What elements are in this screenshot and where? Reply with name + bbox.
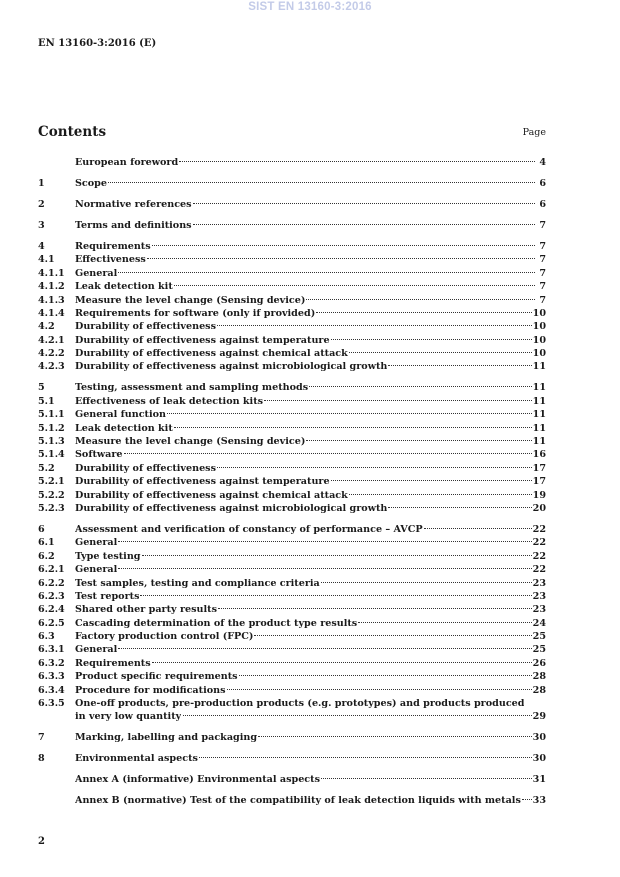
toc-entry[interactable] [38, 773, 546, 786]
dot-leader [118, 648, 531, 649]
toc-entry-page: 28 [532, 671, 546, 683]
toc-entry[interactable] [38, 381, 546, 394]
toc-entry-title: Durability of effectiveness against microbiological growth [75, 361, 388, 373]
toc-entry-page: 28 [532, 684, 546, 696]
toc-entry-title: Procedure for modifications [75, 684, 226, 696]
dot-leader [217, 325, 532, 326]
toc-entry[interactable] [38, 630, 546, 643]
toc-entry-page: 10 [532, 321, 546, 333]
toc-entry-page: 7 [539, 267, 546, 279]
dot-leader [152, 245, 535, 246]
toc-entry[interactable] [38, 435, 546, 448]
toc-entry[interactable] [38, 617, 546, 630]
toc-entry-page: 11 [532, 361, 546, 373]
toc-entry[interactable] [38, 536, 546, 549]
toc-entry[interactable] [38, 697, 546, 710]
toc-entry-title: Scope [75, 177, 107, 189]
dot-leader [174, 427, 532, 428]
toc-entry[interactable] [38, 752, 546, 765]
toc-entry[interactable] [38, 395, 546, 408]
toc-entry-number: 5.1.2 [38, 422, 65, 434]
toc-entry[interactable] [38, 590, 546, 603]
toc-entry-page: 23 [532, 590, 546, 602]
dot-leader [358, 622, 531, 623]
dot-leader [183, 715, 531, 716]
dot-leader [522, 799, 532, 800]
toc-entry-page: 11 [532, 395, 546, 407]
dot-leader [218, 608, 532, 609]
toc-entry-title: Shared other party results [75, 604, 217, 616]
toc-entry-title: Durability of effectiveness against temperature [75, 476, 330, 488]
toc-entry-page: 22 [532, 523, 546, 535]
toc-entry-page: 7 [539, 294, 546, 306]
toc-entry-title: Durability of effectiveness against temperature [75, 334, 330, 346]
toc-entry-page: 6 [539, 177, 546, 189]
toc-entry[interactable] [38, 448, 546, 461]
toc-entry-title: Leak detection kit [75, 422, 173, 434]
toc-entry-page: 11 [532, 436, 546, 447]
toc-entry-number: 5.1.4 [38, 449, 65, 461]
toc-entry-page: 10 [532, 348, 546, 360]
toc-entry[interactable] [38, 670, 546, 683]
toc-entry-title: Annex B (normative) Test of the compatibility of leak detection liquids with metals [75, 795, 521, 807]
toc-entry-number: 4.2.1 [38, 334, 65, 346]
toc-entry-title: Terms and definitions [75, 219, 192, 231]
toc-entry-title: Measure the level change (Sensing device) [75, 294, 306, 306]
dot-leader [306, 440, 531, 441]
toc-entry-title: Durability of effectiveness against chemical attack [75, 489, 348, 501]
toc-entry-title: Leak detection kit [75, 281, 173, 293]
toc-entry-title: Durability of effectiveness against chemical attack [75, 348, 348, 360]
toc-entry-page: 22 [532, 564, 546, 576]
toc-entry-title: Testing, assessment and sampling methods [75, 382, 309, 394]
dot-leader [142, 555, 532, 556]
toc-entry-page: 16 [532, 449, 546, 461]
dot-leader [227, 689, 532, 690]
toc-entry-number: 5.2.2 [38, 489, 65, 501]
toc-entry-number: 4 [38, 240, 45, 252]
dot-leader [118, 568, 531, 569]
toc-entry[interactable] [38, 577, 546, 590]
toc-entry[interactable] [38, 198, 546, 211]
toc-entry-number: 6.3.3 [38, 671, 65, 683]
toc-entry-page: 23 [532, 577, 546, 589]
toc-entry-page: 20 [532, 502, 546, 514]
toc-entry-number: 6.3.2 [38, 657, 65, 669]
toc-entry-page: 30 [532, 732, 546, 744]
dot-leader [388, 365, 531, 366]
toc-entry-page: 25 [532, 631, 546, 643]
toc-entry[interactable] [38, 177, 546, 190]
toc-entry-page: 4 [539, 157, 546, 168]
toc-entry-number: 4.2.3 [38, 361, 65, 373]
toc-entry[interactable] [38, 794, 546, 807]
dot-leader [193, 224, 535, 225]
toc-entry-page: 24 [532, 617, 546, 629]
toc-entry-title: Software [75, 449, 123, 461]
dot-leader [179, 161, 535, 162]
toc-entry-title: Effectiveness [75, 254, 146, 266]
toc-entry-number: 1 [38, 177, 45, 189]
toc-entry-number: 4.1.2 [38, 281, 65, 293]
toc-entry[interactable] [38, 280, 546, 293]
toc-entry-number: 6.2.5 [38, 617, 65, 629]
toc-entry-page: 22 [532, 550, 546, 562]
toc-entry-page: 33 [532, 795, 546, 807]
watermark: SIST EN 13160-3:2016 [248, 1, 372, 13]
toc-entry-number: 3 [38, 219, 45, 231]
contents-title: Contents [38, 124, 107, 140]
toc-entry[interactable] [38, 563, 546, 576]
toc-entry-title: General function [75, 409, 167, 421]
toc-entry[interactable] [38, 462, 546, 475]
toc-entry-page: 7 [539, 281, 546, 293]
toc-entry[interactable] [38, 523, 546, 536]
dot-leader [147, 258, 535, 259]
dot-leader [321, 582, 532, 583]
toc-entry-number: 4.1.4 [38, 307, 65, 319]
dot-leader [306, 299, 535, 300]
toc-entry[interactable] [38, 408, 546, 421]
toc-entry[interactable] [38, 294, 546, 307]
dot-leader [254, 635, 531, 636]
toc-entry-title: Assessment and verification of constancy of performance – AVCP [75, 523, 423, 535]
toc-entry[interactable] [38, 422, 546, 435]
toc-entry-title: Cascading determination of the product type results [75, 617, 358, 629]
toc-entry[interactable] [38, 489, 546, 502]
toc-entry-title: Normative references [75, 198, 192, 210]
dot-leader [321, 778, 532, 779]
toc-entry-number: 6.1 [38, 537, 55, 549]
toc-entry-page: 7 [539, 219, 546, 231]
document-id: EN 13160-3:2016 (E) [38, 38, 157, 49]
toc-entry[interactable] [38, 156, 546, 169]
dot-leader [217, 467, 532, 468]
page-number: 2 [38, 836, 45, 847]
dot-leader [152, 662, 532, 663]
toc-entry-number: 5.1.3 [38, 436, 65, 447]
toc-entry-number: 6.3.4 [38, 684, 65, 696]
toc-entry[interactable] [38, 643, 546, 656]
toc-entry-title: Durability of effectiveness against microbiological growth [75, 502, 388, 514]
toc-entry-page: 31 [532, 774, 546, 786]
dot-leader [349, 352, 532, 353]
toc-entry[interactable] [38, 267, 546, 280]
toc-entry-title: in very low quantity [75, 711, 182, 723]
toc-entry-page: 23 [532, 604, 546, 616]
dot-leader [118, 541, 531, 542]
toc-entry-title: Product specific requirements [75, 671, 238, 683]
toc-entry-page: 17 [532, 462, 546, 474]
toc-entry[interactable] [38, 240, 546, 253]
toc-entry-number: 4.2 [38, 321, 55, 333]
table-of-contents [38, 156, 546, 808]
toc-entry-number: 2 [38, 198, 45, 210]
dot-leader [388, 507, 531, 508]
toc-entry-number: 5 [38, 382, 45, 394]
dot-leader [331, 480, 532, 481]
toc-entry-title: Annex A (informative) Environmental aspects [75, 774, 320, 786]
toc-entry[interactable] [38, 710, 546, 723]
toc-entry-title: European foreword [75, 157, 179, 168]
dot-leader [140, 595, 531, 596]
toc-entry-number: 4.2.2 [38, 348, 65, 360]
toc-entry-number: 5.1 [38, 395, 55, 407]
toc-entry[interactable] [38, 603, 546, 616]
toc-entry-number: 4.1.3 [38, 294, 65, 306]
toc-entry[interactable] [38, 360, 546, 373]
toc-entry-page: 11 [532, 409, 546, 421]
toc-entry-number: 5.2 [38, 462, 55, 474]
toc-entry[interactable] [38, 502, 546, 515]
toc-entry-page: 29 [532, 711, 546, 723]
toc-entry-page: 11 [532, 382, 546, 394]
dot-leader [331, 339, 532, 340]
toc-entry-page: 19 [532, 489, 546, 501]
toc-entry-page: 30 [532, 753, 546, 765]
toc-entry-page: 25 [532, 644, 546, 656]
dot-leader [167, 413, 532, 414]
toc-entry-number: 6.2.2 [38, 577, 65, 589]
toc-entry-title: Durability of effectiveness [75, 321, 216, 333]
toc-entry-page: 10 [532, 307, 546, 319]
toc-entry-number: 5.2.3 [38, 502, 65, 514]
toc-entry-title: Type testing [75, 550, 141, 562]
page-column-label: Page [522, 127, 546, 138]
toc-entry[interactable] [38, 253, 546, 266]
toc-entry[interactable] [38, 731, 546, 744]
toc-entry-number: 6.2.4 [38, 604, 65, 616]
toc-entry-number: 6 [38, 523, 45, 535]
dot-leader [309, 386, 532, 387]
toc-entry-number: 6.2 [38, 550, 55, 562]
toc-entry-number: 8 [38, 753, 45, 765]
toc-entry-title: General [75, 644, 118, 656]
toc-entry-number: 6.3 [38, 631, 55, 643]
toc-entry-title: Requirements [75, 657, 151, 669]
toc-entry[interactable] [38, 347, 546, 360]
toc-entry[interactable] [38, 475, 546, 488]
toc-entry[interactable] [38, 684, 546, 697]
toc-entry[interactable] [38, 657, 546, 670]
toc-entry-title: General [75, 564, 118, 576]
toc-entry-title: Requirements for software (only if provided) [75, 307, 316, 319]
toc-entry-page: 22 [532, 537, 546, 549]
toc-entry-number: 4.1 [38, 254, 55, 266]
toc-entry-number: 6.3.1 [38, 644, 65, 656]
dot-leader [124, 453, 532, 454]
dot-leader [174, 285, 535, 286]
dot-leader [316, 312, 531, 313]
toc-entry-page: 11 [532, 422, 546, 434]
toc-entry-title: Test samples, testing and compliance criteria [75, 577, 320, 589]
toc-entry[interactable] [38, 219, 546, 232]
toc-entry-title: Effectiveness of leak detection kits [75, 395, 264, 407]
toc-entry-number: 6.2.3 [38, 590, 65, 602]
toc-entry-title: Environmental aspects [75, 753, 198, 765]
dot-leader [349, 494, 532, 495]
toc-entry-page: 7 [539, 240, 546, 252]
toc-entry-number: 5.1.1 [38, 409, 65, 421]
toc-entry-title: General [75, 537, 118, 549]
toc-entry-page: 26 [532, 657, 546, 669]
dot-leader [199, 757, 532, 758]
toc-entry-title: Measure the level change (Sensing device) [75, 436, 306, 447]
toc-entry-number: 6.2.1 [38, 564, 65, 576]
toc-entry[interactable] [38, 334, 546, 347]
toc-entry[interactable] [38, 307, 546, 320]
toc-entry-title: Durability of effectiveness [75, 462, 216, 474]
toc-entry-page: 7 [539, 254, 546, 266]
toc-entry-page: 6 [539, 198, 546, 210]
dot-leader [118, 272, 535, 273]
toc-entry[interactable] [38, 550, 546, 563]
toc-entry-title: General [75, 267, 118, 279]
toc-entry-number: 4.1.1 [38, 267, 65, 279]
dot-leader [264, 400, 532, 401]
dot-leader [424, 528, 532, 529]
toc-entry-page: 17 [532, 476, 546, 488]
dot-leader [108, 182, 535, 183]
toc-entry-page: 10 [532, 334, 546, 346]
toc-entry-title: One-off products, pre-production products (e.g. prototypes) and products produced [75, 698, 525, 710]
dot-leader [193, 203, 535, 204]
dot-leader [258, 736, 532, 737]
toc-entry-title: Test reports [75, 590, 140, 602]
toc-entry[interactable] [38, 320, 546, 333]
toc-entry-number: 6.3.5 [38, 698, 65, 710]
dot-leader [239, 675, 532, 676]
toc-entry-title: Factory production control (FPC) [75, 631, 254, 643]
toc-entry-title: Requirements [75, 240, 151, 252]
toc-entry-number: 5.2.1 [38, 476, 65, 488]
toc-entry-title: Marking, labelling and packaging [75, 732, 258, 744]
toc-entry-number: 7 [38, 732, 45, 744]
